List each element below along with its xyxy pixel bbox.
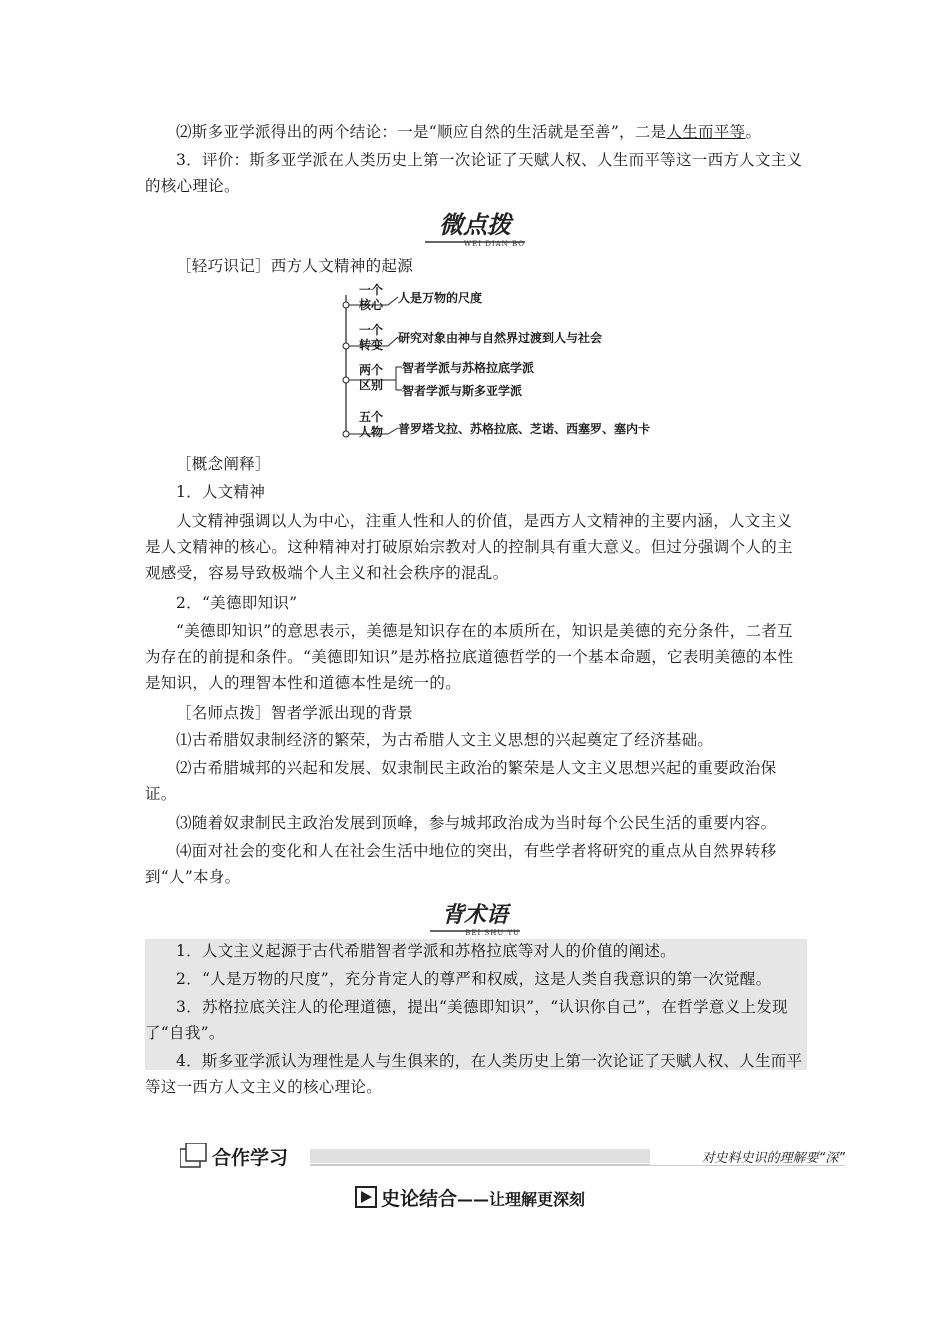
teacher-heading: ［名师点拨］智者学派出现的背景 — [176, 704, 414, 722]
banner-subtitle: BEI SHU YU — [465, 929, 520, 937]
conclusion-text: ⑵斯多亚学派得出的两个结论：一是“顺应自然的生活就是至善”，二是 — [176, 123, 667, 141]
teacher-item-4: ⑷面对社会的变化和人在社会生活中地位的突出，有些学者将研究的重点从自然界转移到“人”本身。 — [145, 842, 777, 886]
teacher-item-2: ⑵古希腊城邦的兴起和发展、奴隶制民主政治的繁荣是人文主义思想兴起的重要政治保证。 — [145, 759, 777, 803]
cooperative-study-tagline: 对史料史识的理解要“深” — [701, 1151, 845, 1166]
term-3: 3．苏格拉底关注人的伦理道德，提出“美德即知识”，“认识你自己”，在哲学意义上发现了“自我”。 — [145, 998, 788, 1042]
mindmap-diagram — [340, 283, 660, 443]
banner-title: 微点拨 — [439, 210, 511, 239]
concept-paragraph-1: 人文精神强调以人为中心，注重人性和人的价值，是西方人文精神的主要内涵，人文主义是人文精神的核心。这种精神对打破原始宗教对人的控制具有重大意义。但过分强调个人的主观感受，容易导致极端个人主义和社会秩序的混乱。 — [145, 512, 793, 582]
evaluation-paragraph: 3．评价：斯多亚学派在人类历史上第一次论证了天赋人权、人生而平等这一西方人文主义的核心理论。 — [145, 151, 803, 195]
term-4: 4．斯多亚学派认为理性是人与生俱来的，在人类历史上第一次论证了天赋人权、人生而平等这一西方人文主义的核心理论。 — [145, 1052, 803, 1096]
cooperative-study-header — [180, 1143, 845, 1169]
node-label-difference: 两个 区别 — [358, 363, 383, 392]
node-item-figures: 普罗塔戈拉、苏格拉底、芝诺、西塞罗、塞内卡 — [398, 422, 651, 436]
teacher-item-1: ⑴古希腊奴隶制经济的繁荣，为古希腊人文主义思想的兴起奠定了经济基础。 — [176, 731, 714, 749]
node-label-shift: 一个 转变 — [358, 323, 383, 352]
section-title — [355, 1184, 585, 1211]
banner-subtitle: WEI DIAN BO — [463, 240, 525, 248]
section-title-main: 史论结合 — [381, 1188, 458, 1210]
node-label-core: 一个 核心 — [358, 283, 383, 312]
concept-title-2: 2．“美德即知识” — [176, 594, 298, 612]
node-item-shift: 研究对象由神与自然界过渡到人与社会 — [398, 331, 603, 345]
conclusion-line — [145, 119, 807, 145]
banner-title: 背术语 — [441, 902, 508, 928]
bei-shu-yu-banner — [0, 898, 950, 939]
teacher-item-3: ⑶随着奴隶制民主政治发展到顶峰，参与城邦政治成为当时每个公民生活的重要内容。 — [176, 814, 777, 832]
node-item-difference-1: 智者学派与苏格拉底学派 — [402, 361, 535, 375]
cooperative-study-title: 合作学习 — [212, 1147, 289, 1169]
concept-heading: ［概念阐释］ — [176, 455, 271, 473]
wei-dian-bo-banner — [0, 205, 950, 250]
mnemonic-heading: ［轻巧识记］西方人文精神的起源 — [176, 257, 414, 275]
node-item-core: 人是万物的尺度 — [398, 291, 483, 305]
node-label-figures: 五个 人物 — [358, 410, 383, 439]
concept-title-1: 1．人文精神 — [176, 483, 266, 501]
term-1: 1．人文主义起源于古代希腊智者学派和苏格拉底等对人的价值的阐述。 — [176, 942, 676, 960]
node-item-difference-2: 智者学派与斯多亚学派 — [402, 384, 523, 398]
term-2: 2．“人是万物的尺度”，充分肯定人的尊严和权威，这是人类自我意识的第一次觉醒。 — [176, 970, 772, 988]
play-icon — [355, 1186, 377, 1208]
concept-paragraph-2: “美德即知识”的意思表示，美德是知识存在的本质所在，知识是美德的充分条件，二者互为存在的前提和条件。“美德即知识”是苏格拉底道德哲学的一个基本命题，它表明美德的本性是知识，人的理智本性和道德本性是统一的。 — [145, 622, 794, 692]
period: 。 — [745, 123, 762, 141]
section-subtitle: ——让理解更深刻 — [457, 1190, 586, 1209]
underlined-answer: 人生而平等 — [666, 123, 746, 141]
